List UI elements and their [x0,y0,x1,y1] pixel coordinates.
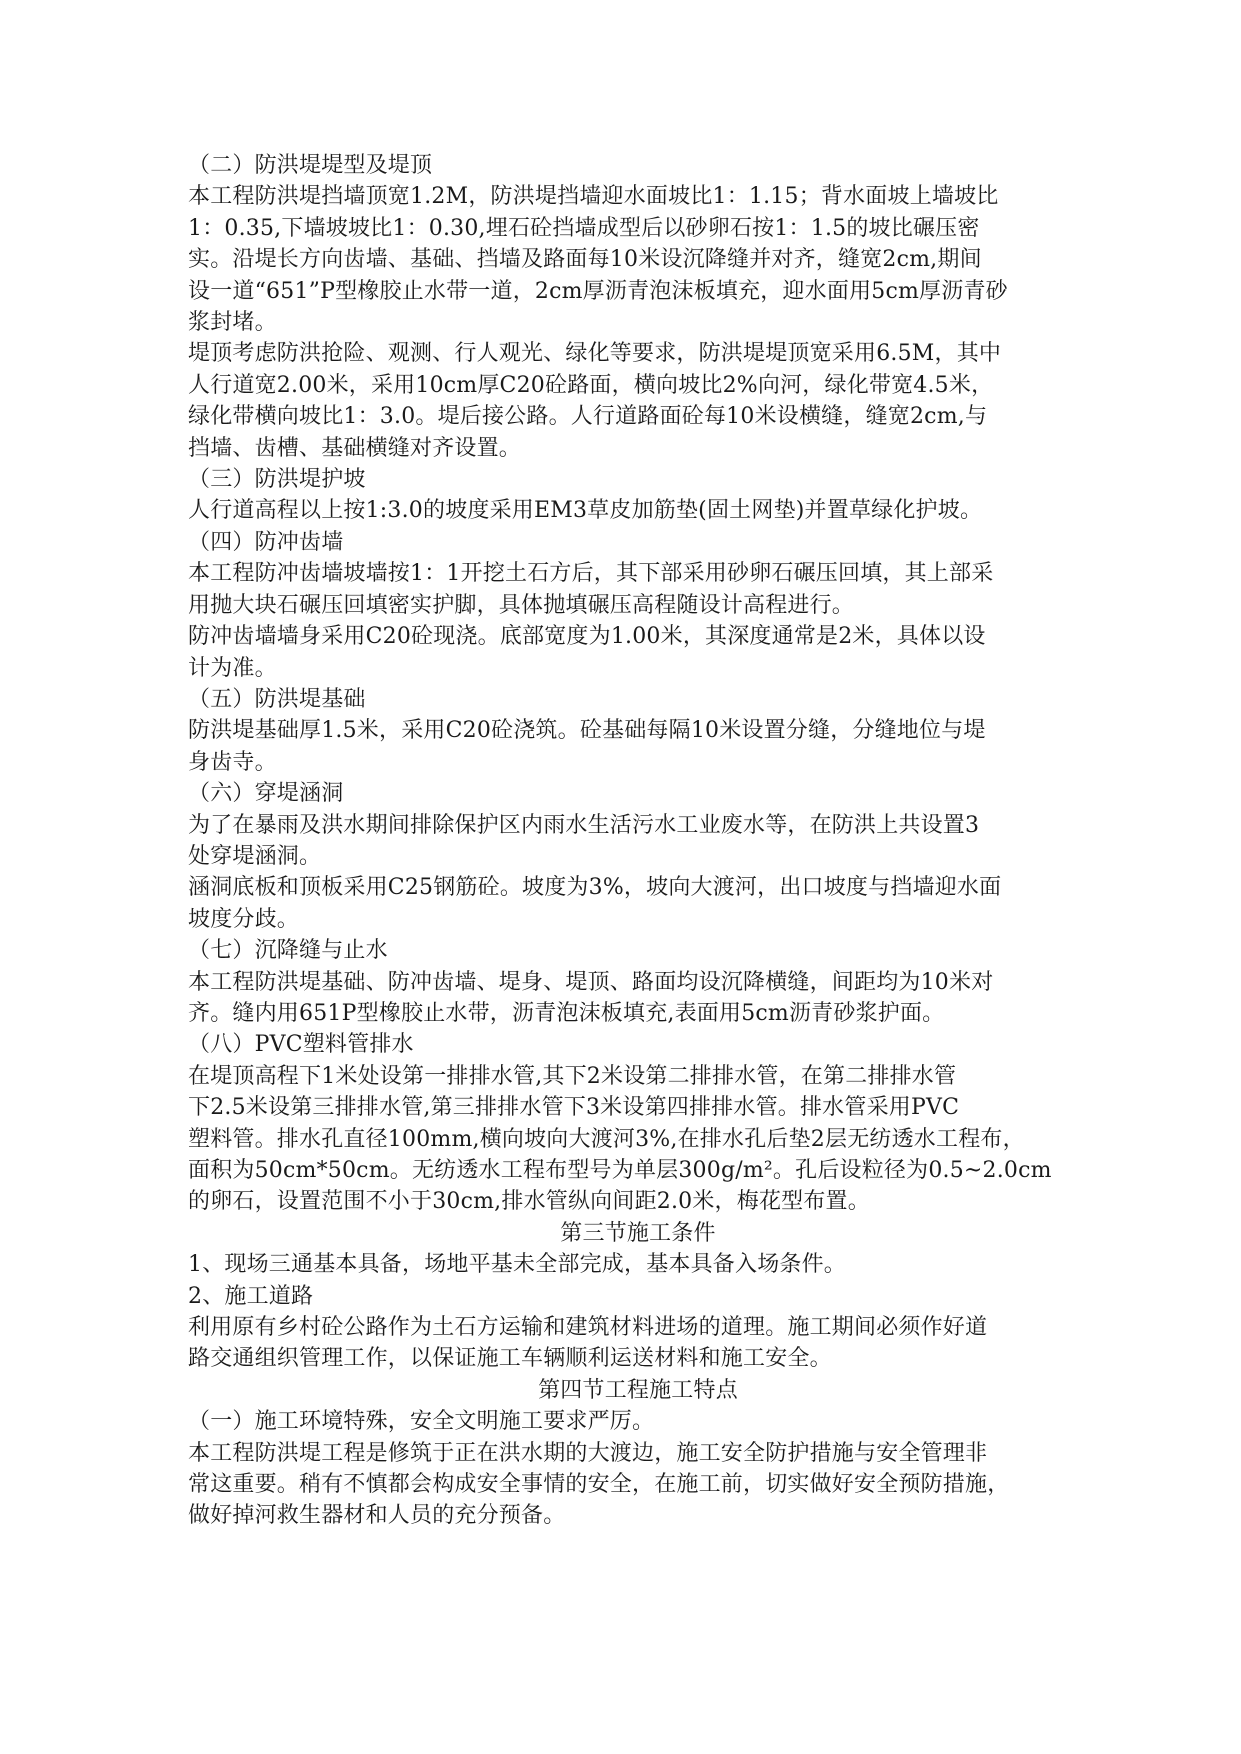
text-line: 人行道高程以上按1:3.0的坡度采用EM3草皮加筋垫(固土网垫)并置草绿化护坡。 [188,498,983,524]
text-line: 用抛大块石碾压回填密实护脚，具体抛填碾压高程随设计高程进行。 [188,592,855,618]
text-line: 堤顶考虑防洪抢险、观测、行人观光、绿化等要求，防洪堤堤顶宽采用6.5M，其中 [188,341,1002,367]
text-line: 1：0.35,下墙坡坡比1：0.30,埋石砼挡墙成型后以砂卵石按1：1.5的坡比碾压密 [188,215,980,241]
text-line: 路交通组织管理工作，以保证施工车辆顺利运送材料和施工安全。 [188,1346,832,1372]
text-line: 坡度分歧。 [188,906,300,932]
section-heading: 第四节工程施工特点 [538,1377,738,1403]
text-line: 本工程防洪堤基础、防冲齿墙、堤身、堤顶、路面均设沉降横缝，间距均为10米对 [188,969,994,995]
text-line: （六）穿堤涵洞 [188,781,344,807]
text-line: 本工程防洪堤工程是修筑于正在洪水期的大渡边，施工安全防护措施与安全管理非 [188,1440,988,1466]
text-line: 面积为50cm*50cm。无纺透水工程布型号为单层300g/m²。孔后设粒径为0.5~2.0cm [188,1158,1052,1183]
text-line: 做好掉河救生器材和人员的充分预备。 [188,1503,566,1529]
text-line: 涵洞底板和顶板采用C25钢筋砼。坡度为3%，坡向大渡河，出口坡度与挡墙迎水面 [188,875,1002,901]
text-line: 处穿堤涵洞。 [188,843,322,869]
text-line: 绿化带横向坡比1：3.0。堤后接公路。人行道路面砼每10米设横缝，缝宽2cm,与 [188,404,988,430]
document-body [188,150,1088,1532]
text-line: 防冲齿墙墙身采用C20砼现浇。底部宽度为1.00米，其深度通常是2米，具体以设 [188,624,986,650]
text-line: （五）防洪堤基础 [188,686,366,712]
text-line: 在堤顶高程下1米处设第一排排水管,其下2米设第二排排水管，在第二排排水管 [188,1063,957,1089]
text-line: 设一道“651”P型橡胶止水带一道，2cm厚沥青泡沫板填充，迎水面用5cm厚沥青砂 [188,278,1008,304]
text-line: （四）防冲齿墙 [188,529,344,555]
text-line: 人行道宽2.00米，采用10cm厚C20砼路面，横向坡比2%向河，绿化带宽4.5米， [188,372,994,398]
text-line: 浆封堵。 [188,310,277,336]
text-line: 常这重要。稍有不慎都会构成安全事情的安全，在施工前，切实做好安全预防措施， [188,1472,1010,1498]
text-line: （二）防洪堤堤型及堤顶 [188,153,433,178]
section-heading: 第三节施工条件 [560,1220,716,1246]
text-line: （三）防洪堤护坡 [188,467,366,493]
text-line: （七）沉降缝与止水 [188,938,388,964]
text-line: 利用原有乡村砼公路作为土石方运输和建筑材料进场的道理。施工期间必须作好道 [188,1315,988,1341]
text-line: （八）PVC塑料管排水 [188,1032,414,1058]
text-line: 挡墙、齿槽、基础横缝对齐设置。 [188,435,522,461]
text-line: 本工程防洪堤挡墙顶宽1.2M，防洪堤挡墙迎水面坡比1：1.15；背水面坡上墙坡比 [188,184,999,210]
text-line: 齐。缝内用651P型橡胶止水带，沥青泡沫板填充,表面用5cm沥青砂浆护面。 [188,1000,945,1026]
text-line: （一）施工环境特殊，安全文明施工要求严厉。 [188,1409,655,1435]
text-line: 的卵石，设置范围不小于30cm,排水管纵向间距2.0米，梅花型布置。 [188,1189,870,1215]
text-line: 2、施工道路 [188,1283,314,1309]
text-line: 1、现场三通基本具备，场地平基未全部完成，基本具备入场条件。 [188,1252,846,1278]
text-line: 计为准。 [188,655,277,681]
text-line: 塑料管。排水孔直径100mm,横向坡向大渡河3%,在排水孔后垫2层无纺透水工程布， [188,1126,1025,1152]
document-page [188,150,1088,1532]
text-line: 为了在暴雨及洪水期间排除保护区内雨水生活污水工业废水等，在防洪上共设置3 [188,812,980,838]
text-line: 本工程防冲齿墙坡墙按1：1开挖土石方后，其下部采用砂卵石碾压回填，其上部采 [188,561,994,587]
text-line: 实。沿堤长方向齿墙、基础、挡墙及路面每10米设沉降缝并对齐，缝宽2cm,期间 [188,247,982,273]
text-line: 防洪堤基础厚1.5米，采用C20砼浇筑。砼基础每隔10米设置分缝，分缝地位与堤 [188,718,986,744]
text-line: 下2.5米设第三排排水管,第三排排水管下3米设第四排排水管。排水管采用PVC [188,1095,960,1121]
text-line: 身齿寺。 [188,749,277,775]
